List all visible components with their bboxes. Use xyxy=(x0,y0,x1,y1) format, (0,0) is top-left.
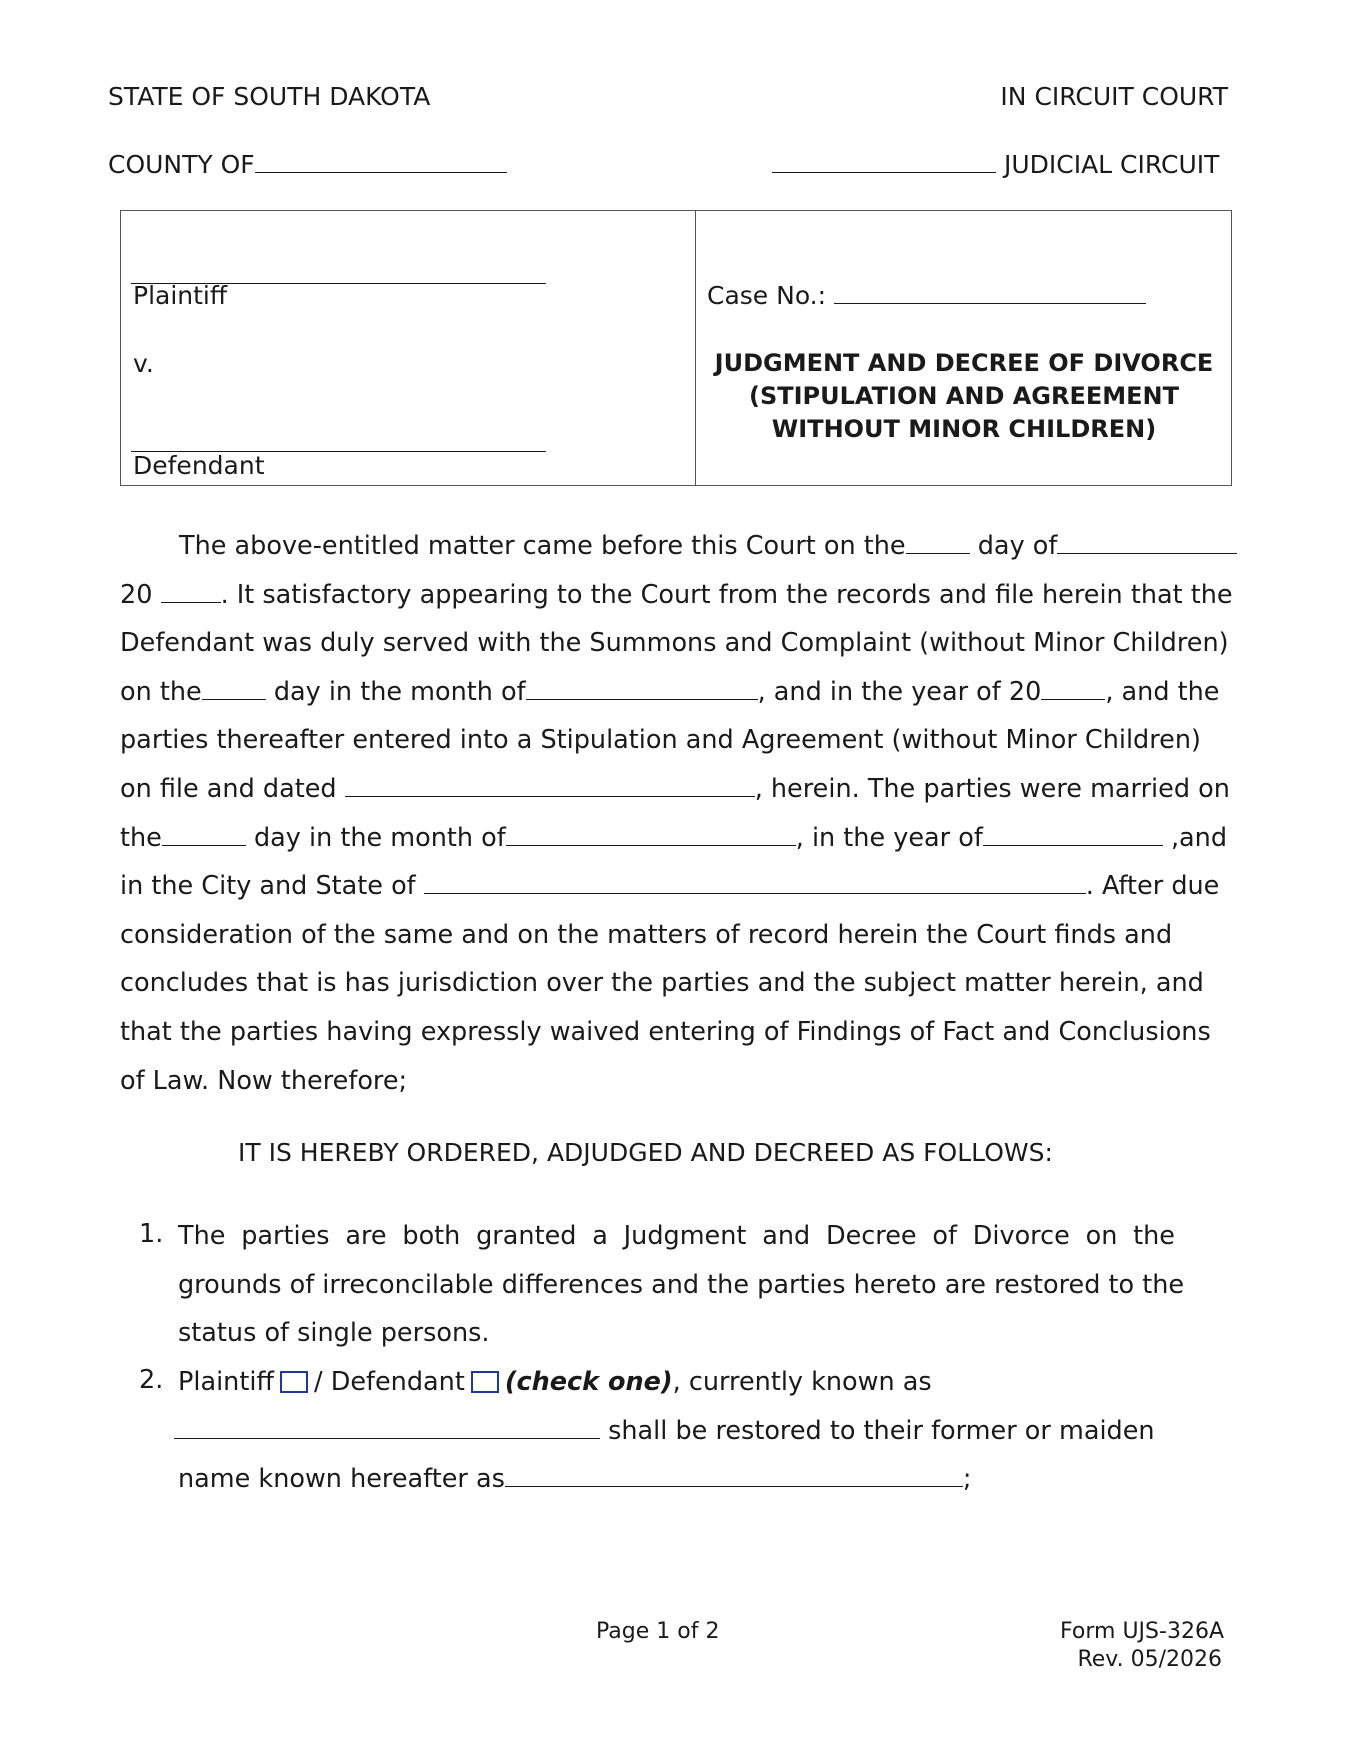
item-number: 2. xyxy=(139,1365,164,1395)
paragraph-line: in the City and State of . After due xyxy=(120,871,1220,902)
marriage-day-blank[interactable] xyxy=(162,823,246,846)
paragraph-line: of Law. Now therefore; xyxy=(120,1065,408,1096)
plaintiff-checkbox[interactable] xyxy=(280,1371,308,1393)
defendant-checkbox[interactable] xyxy=(471,1371,499,1393)
defendant-option-label: / Defendant xyxy=(314,1367,465,1397)
circuit-label: JUDICIAL CIRCUIT xyxy=(1003,150,1220,179)
item-line: The parties are both granted a Judgment and Decree of Divorce on the xyxy=(178,1221,1175,1251)
document-title-line-3: WITHOUT MINOR CHILDREN) xyxy=(771,415,1157,443)
court-name: IN CIRCUIT COURT xyxy=(1000,82,1228,111)
ordered-heading: IT IS HEREBY ORDERED, ADJUDGED AND DECREED AS FOLLOWS: xyxy=(238,1138,1053,1167)
marriage-year-blank[interactable] xyxy=(983,823,1163,846)
service-day-blank[interactable] xyxy=(202,677,266,700)
page-number: Page 1 of 2 xyxy=(596,1619,720,1644)
item-line: Plaintiff / Defendant (check one), currently known as xyxy=(178,1367,932,1397)
paragraph-line: 20 . It satisfactory appearing to the Court from the records and file herein that the xyxy=(120,579,1233,610)
case-caption-box xyxy=(120,210,1232,486)
order-item-divorce xyxy=(178,1212,1185,1358)
paragraph-line: concludes that is has jurisdiction over the parties and the subject matter herein, and xyxy=(120,968,1204,999)
paragraph-line: that the parties having expressly waived entering of Findings of Fact and Conclusions xyxy=(120,1016,1211,1047)
check-one-instruction: (check one) xyxy=(504,1367,673,1397)
revision-date: Rev. 05/2026 xyxy=(1077,1647,1222,1672)
restored-name-blank[interactable] xyxy=(505,1464,963,1487)
circuit-line xyxy=(772,150,1219,180)
document-title-line-2: (STIPULATION AND AGREEMENT xyxy=(749,382,1179,410)
paragraph-line: on file and dated , herein. The parties were married on xyxy=(120,773,1230,804)
item-line: grounds of irreconcilable differences and the parties hereto are restored to the xyxy=(178,1269,1185,1300)
document-title-line-1: JUDGMENT AND DECREE OF DIVORCE xyxy=(714,349,1214,377)
item-line: name known hereafter as ; xyxy=(178,1464,972,1495)
item-number: 1. xyxy=(139,1219,164,1249)
paragraph-line: parties thereafter entered into a Stipulation and Agreement (without Minor Children) xyxy=(120,725,1201,756)
case-number-line xyxy=(707,281,1146,311)
defendant-label: Defendant xyxy=(133,451,265,480)
state-name: STATE OF SOUTH DAKOTA xyxy=(108,82,431,111)
caption-divider xyxy=(695,211,696,485)
case-number-label: Case No.: xyxy=(707,281,827,310)
item-line: shall be restored to their former or maiden xyxy=(178,1407,1175,1456)
county-blank[interactable] xyxy=(255,150,507,173)
hearing-year-blank[interactable] xyxy=(161,580,221,603)
findings-paragraph xyxy=(120,522,1255,1105)
paragraph-line: on the day in the month of , and in the year of 20 , and the xyxy=(120,676,1220,707)
service-month-blank[interactable] xyxy=(526,677,758,700)
stipulation-date-blank[interactable] xyxy=(345,774,755,797)
item-line: status of single persons. xyxy=(178,1318,490,1349)
versus-label: v. xyxy=(133,349,154,378)
paragraph-line: Defendant was duly served with the Summons and Complaint (without Minor Children) xyxy=(120,628,1229,659)
circuit-blank[interactable] xyxy=(772,150,996,173)
order-item-name-restoration xyxy=(178,1358,1175,1504)
marriage-month-blank[interactable] xyxy=(506,823,796,846)
paragraph-line: consideration of the same and on the matters of record herein the Court finds and xyxy=(120,919,1173,950)
hearing-day-blank[interactable] xyxy=(906,531,970,554)
service-year-blank[interactable] xyxy=(1041,677,1105,700)
plaintiff-option-label: Plaintiff xyxy=(178,1367,274,1397)
county-label: COUNTY OF xyxy=(108,150,255,179)
case-number-blank[interactable] xyxy=(834,281,1146,304)
paragraph-line: the day in the month of , in the year of ,and xyxy=(120,822,1228,853)
current-name-blank[interactable] xyxy=(174,1416,600,1439)
hearing-month-blank[interactable] xyxy=(1057,531,1237,554)
plaintiff-label: Plaintiff xyxy=(133,281,228,310)
form-number: Form UJS-326A xyxy=(1060,1619,1224,1644)
marriage-place-blank[interactable] xyxy=(424,871,1086,894)
paragraph-line: The above-entitled matter came before this Court on the day of xyxy=(120,522,1255,571)
county-line xyxy=(108,150,507,180)
